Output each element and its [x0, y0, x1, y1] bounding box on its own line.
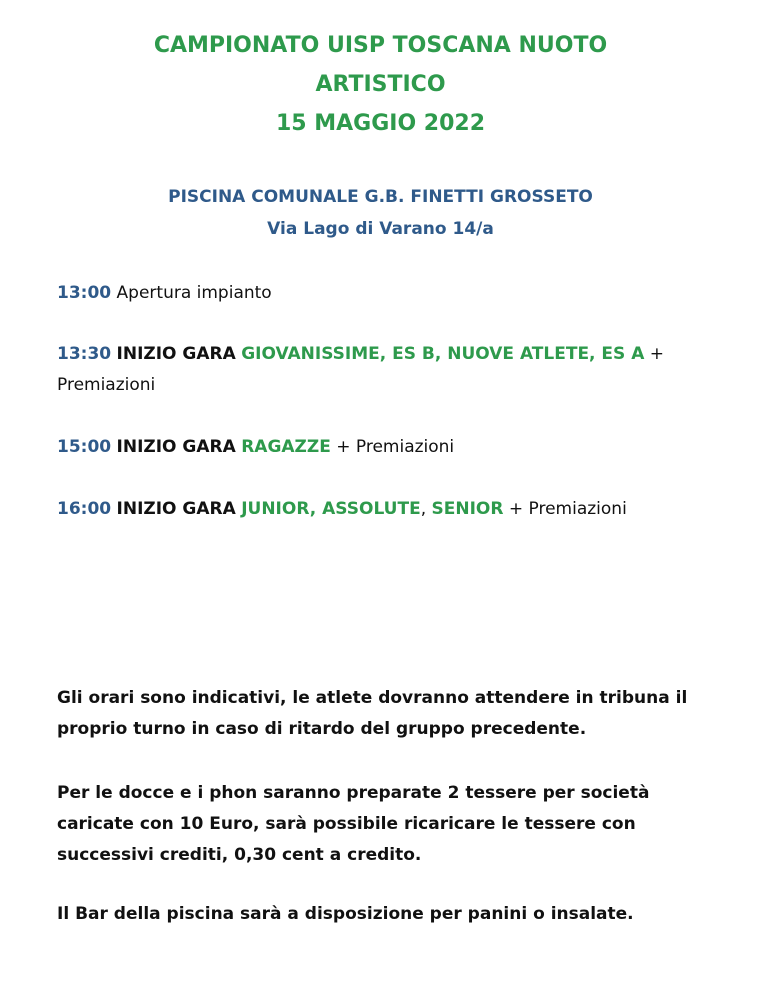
note-showers: [57, 778, 717, 871]
note-line: Gli orari sono indicativi, le atlete dovranno attendere in tribuna il: [57, 688, 688, 708]
schedule-start-label: INIZIO GARA: [116, 499, 236, 519]
schedule-categories: GIOVANISSIME, ES B, NUOVE ATLETE, ES A: [241, 344, 645, 364]
venue-block: [0, 181, 761, 245]
event-date: 15 MAGGIO 2022: [275, 111, 486, 136]
event-title: [0, 26, 761, 143]
schedule-item-race-1: [57, 339, 717, 401]
schedule-categories: RAGAZZE: [241, 437, 331, 457]
schedule-start-label: INIZIO GARA: [116, 437, 236, 457]
schedule-awards: + Premiazioni: [57, 344, 665, 395]
schedule-time: 15:00: [57, 437, 112, 457]
venue-name: PISCINA COMUNALE G.B. FINETTI GROSSETO: [168, 187, 593, 207]
schedule-categories: SENIOR: [431, 499, 504, 519]
note-line: Per le docce e i phon saranno preparate 2 tessere per società: [57, 783, 650, 803]
schedule-item-race-3: [57, 496, 717, 522]
schedule-item-race-2: [57, 434, 717, 460]
schedule-item-opening: [57, 280, 717, 306]
note-line: proprio turno in caso di ritardo del gruppo precedente.: [57, 719, 587, 739]
title-line-2: ARTISTICO: [315, 72, 446, 97]
venue-address: Via Lago di Varano 14/a: [267, 219, 494, 239]
note-line: Il Bar della piscina sarà a disposizione per panini o insalate.: [57, 904, 634, 924]
schedule-time: 13:00: [57, 283, 112, 303]
schedule-separator: ,: [420, 499, 427, 519]
schedule-start-label: INIZIO GARA: [116, 344, 236, 364]
schedule-text: Apertura impianto: [116, 283, 272, 303]
title-line-1: CAMPIONATO UISP TOSCANA NUOTO: [153, 33, 608, 58]
schedule-time: 16:00: [57, 499, 112, 519]
note-line: caricate con 10 Euro, sarà possibile ricaricare le tessere con: [57, 814, 636, 834]
schedule-awards: + Premiazioni: [336, 437, 455, 457]
schedule-awards: + Premiazioni: [508, 499, 627, 519]
schedule-time: 13:30: [57, 344, 112, 364]
note-bar: [57, 899, 717, 930]
note-line: successivi crediti, 0,30 cent a credito.: [57, 845, 422, 865]
schedule-categories: JUNIOR, ASSOLUTE: [241, 499, 421, 519]
note-timing: [57, 683, 717, 745]
